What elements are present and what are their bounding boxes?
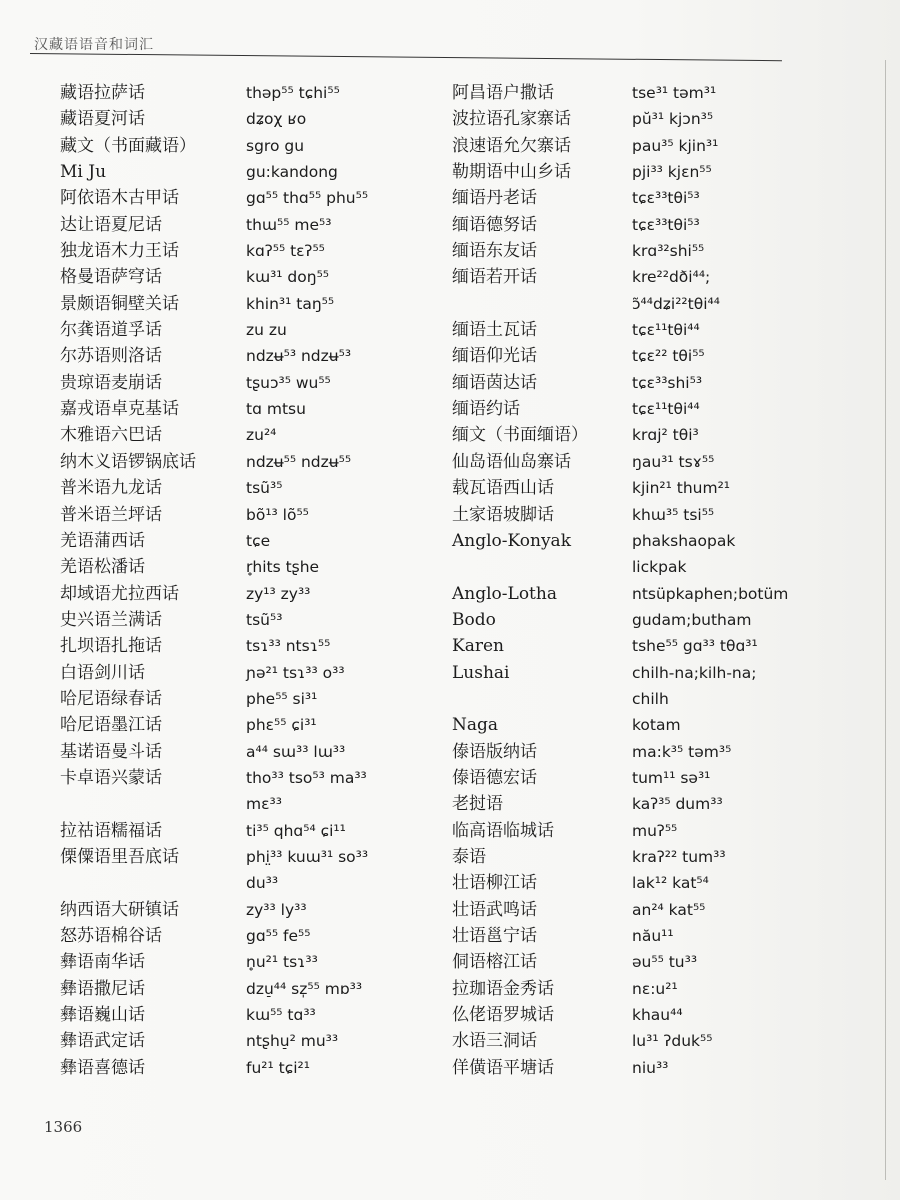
dialect-name: 彝语武定话 [60, 1031, 145, 1052]
dialect-name: 缅语仰光话 [452, 346, 537, 367]
word-form: a⁴⁴ sɯ³³ lɯ³³ [246, 742, 346, 761]
word-form: r̥hits tʂhe [246, 558, 320, 577]
dialect-name: 藏语拉萨话 [60, 83, 145, 103]
word-form: n̥u²¹ tsɿ³³ [246, 953, 318, 972]
dialect-name: 仫佬语罗城话 [452, 1005, 554, 1026]
word-form: thɯ⁵⁵ me⁵³ [246, 215, 332, 234]
word-form: tɕɛ²² tθi⁵⁵ [632, 347, 705, 366]
word-form: tɑ mtsu [246, 400, 306, 419]
word-form: ma:k³⁵ təm³⁵ [632, 742, 732, 761]
dialect-name: 阿昌语户撒话 [452, 83, 554, 103]
dialect-name: 缅语丹老话 [452, 188, 537, 209]
dialect-column-right [452, 80, 632, 1081]
word-form: ɔ̃⁴⁴dʑi²²tθi⁴⁴ [632, 294, 720, 313]
word-form: lak¹² kat⁵⁴ [632, 874, 709, 893]
word-form: dzu̠⁴⁴ sz̩⁵⁵ mɒ³³ [246, 979, 363, 998]
word-form: tɕɛ³³tθi⁵³ [632, 189, 700, 208]
word-form: tɕe [246, 531, 271, 550]
word-form: gudam;butham [632, 610, 752, 629]
word-form: tʂuɔ³⁵ wu⁵⁵ [246, 373, 331, 392]
dialect-name: 侗语榕江话 [452, 952, 537, 973]
word-form: tɕɛ¹¹tθi⁴⁴ [632, 400, 700, 419]
dialect-name: 却域语尤拉西话 [60, 583, 179, 604]
word-form: phakshaopak [632, 531, 736, 550]
dialect-name: 泰语 [452, 846, 486, 867]
word-form: sgro gu [246, 136, 305, 155]
dialect-name: 临高语临城话 [452, 820, 554, 841]
word-form: pji³³ kjɛn⁵⁵ [632, 163, 712, 182]
dialect-name: 傈僳语里吾底话 [60, 846, 179, 867]
dialect-name: 贵琼语麦崩话 [60, 372, 162, 393]
word-form: tɕɛ³³tθi⁵³ [632, 215, 700, 234]
word-form: kɑʔ⁵⁵ tɛʔ⁵⁵ [246, 242, 325, 261]
dialect-name: 浪速语允欠寨话 [452, 135, 571, 156]
dialect-name: 基诺语曼斗话 [60, 741, 162, 762]
dialect-name: 缅语若开话 [452, 267, 537, 288]
word-form: tɕɛ³³shi⁵³ [632, 373, 703, 392]
dialect-name: 羌语蒲西话 [60, 530, 145, 551]
dialect-name: 缅文（书面缅语） [452, 425, 588, 446]
dialect-name: 纳西语大研镇话 [60, 899, 179, 920]
word-form: du³³ [246, 874, 279, 893]
dialect-name: 藏文（书面藏语） [60, 135, 196, 156]
dialect-name: 格曼语萨穹话 [60, 267, 162, 288]
dialect-name: 波拉语孔家寨话 [452, 109, 571, 130]
word-form: khau⁴⁴ [632, 1006, 683, 1025]
word-form: ndzʉ⁵⁵ ndzʉ⁵⁵ [246, 452, 352, 471]
word-form: ntʂhu̠² mu³³ [246, 1032, 339, 1051]
dialect-name: 彝语巍山话 [60, 1005, 145, 1026]
dialect-name: 木雅语六巴话 [60, 425, 162, 446]
word-form: khin³¹ taŋ⁵⁵ [246, 294, 335, 313]
form-column-left [246, 80, 446, 1081]
dialect-name: 哈尼语墨江话 [60, 715, 162, 736]
dialect-name: 尔苏语则洛话 [60, 346, 162, 367]
word-form: kre²²dði⁴⁴; [632, 268, 711, 287]
dialect-name: 土家语坡脚话 [452, 504, 554, 525]
dialect-name: 壮语柳江话 [452, 873, 537, 894]
word-form: tum¹¹ sə³¹ [632, 768, 711, 787]
dialect-name: 怒苏语棉谷话 [60, 926, 162, 946]
word-form: dʑoχ ʁo [246, 110, 307, 129]
word-form: tho³³ tso⁵³ ma³³ [246, 768, 367, 787]
dialect-name: 彝语撒尼话 [60, 978, 145, 999]
word-form: ŋau³¹ tsɤ⁵⁵ [632, 452, 715, 471]
word-form: zu²⁴ [246, 426, 277, 445]
dialect-name: Naga [452, 715, 499, 736]
word-form: gɑ⁵⁵ thɑ⁵⁵ phu⁵⁵ [246, 189, 369, 208]
dialect-name: 纳木义语锣锅底话 [60, 451, 196, 472]
word-form: bõ¹³ lõ⁵⁵ [246, 505, 309, 524]
word-form: nɛ:u²¹ [632, 979, 678, 998]
word-form: lickpak [632, 558, 687, 577]
dialect-name: 普米语兰坪话 [60, 504, 162, 525]
form-column-right [632, 80, 862, 1081]
dialect-name: 达让语夏尼话 [60, 214, 162, 235]
word-form: ti³⁵ qhɑ⁵⁴ ɕi¹¹ [246, 821, 346, 840]
dialect-name: 缅语东友话 [452, 241, 537, 262]
dialect-name: Karen [452, 636, 504, 657]
page-number: 1366 [44, 1118, 83, 1136]
dialect-name: 嘉戎语卓克基话 [60, 399, 179, 420]
word-form: fu²¹ tɕi²¹ [246, 1058, 310, 1077]
dialect-name: Lushai [452, 662, 510, 683]
dialect-name: 羌语松潘话 [60, 557, 145, 578]
word-form: kjin²¹ thum²¹ [632, 479, 731, 498]
dialect-name: 缅语约话 [452, 399, 520, 420]
word-form: an²⁴ kat⁵⁵ [632, 900, 706, 919]
dialect-name: 彝语喜德话 [60, 1057, 145, 1078]
word-form: kraʔ²² tum³³ [632, 847, 726, 866]
word-form: kaʔ³⁵ dum³³ [632, 795, 723, 814]
word-form: kɯ⁵⁵ tɑ³³ [246, 1006, 316, 1025]
dialect-name: 傣语德宏话 [452, 767, 537, 788]
word-form: thəp⁵⁵ tɕhi⁵⁵ [246, 84, 340, 102]
word-form: chilh [632, 689, 669, 708]
dialect-name [60, 870, 250, 896]
word-form: tsũ⁵³ [246, 610, 283, 629]
dialect-column-left [60, 80, 250, 1081]
word-form: mɛ³³ [246, 795, 282, 814]
word-form: pŭ³¹ kjɔn³⁵ [632, 110, 714, 129]
dialect-name: 仙岛语仙岛寨话 [452, 451, 571, 472]
word-form: phɛ⁵⁵ ɕi³¹ [246, 716, 317, 735]
word-form: ntsüpkaphen;botüm [632, 584, 789, 603]
word-form: tse³¹ təm³¹ [632, 84, 717, 102]
dialect-name: 普米语九龙话 [60, 478, 162, 499]
word-form: gɑ⁵⁵ fe⁵⁵ [246, 927, 311, 945]
dialect-name [60, 791, 250, 817]
dialect-name: Mi Ju [60, 162, 107, 183]
dialect-name [452, 554, 632, 580]
dialect-name: 史兴语兰满话 [60, 609, 162, 630]
header-rule [30, 53, 782, 61]
dialect-name: Bodo [452, 609, 496, 630]
dialect-name: 傣语版纳话 [452, 741, 537, 762]
dialect-name: 老挝语 [452, 794, 503, 815]
vocabulary-table [0, 80, 900, 1100]
dialect-name: 壮语武鸣话 [452, 899, 537, 920]
word-form: krɑj² tθi³ [632, 426, 699, 445]
dialect-name: 勒期语中山乡话 [452, 162, 571, 183]
dialect-name: 阿依语木古甲话 [60, 188, 179, 209]
dialect-name [452, 686, 632, 712]
dialect-name: 景颇语铜壁关话 [60, 293, 179, 314]
dialect-name: 尔龚语道孚话 [60, 320, 162, 341]
dialect-name: 载瓦语西山话 [452, 478, 554, 499]
dialect-name: 扎坝语扎拖话 [60, 636, 162, 657]
word-form: zy¹³ zy³³ [246, 584, 311, 603]
word-form: krɑ³²shi⁵⁵ [632, 242, 705, 261]
dialect-name: 彝语南华话 [60, 952, 145, 973]
word-form: zy³³ ly³³ [246, 900, 307, 919]
dialect-name: 水语三洞话 [452, 1031, 537, 1052]
dialect-name: 缅语德努话 [452, 214, 537, 235]
word-form: khɯ³⁵ tsi⁵⁵ [632, 505, 715, 524]
word-form: tsɿ³³ ntsɿ⁵⁵ [246, 637, 331, 656]
word-form: ɲə²¹ tsɿ³³ o³³ [246, 663, 345, 682]
word-form: lu³¹ ʔduk⁵⁵ [632, 1032, 713, 1051]
word-form: tsũ³⁵ [246, 479, 283, 498]
word-form: nău¹¹ [632, 927, 674, 945]
dialect-name: 缅语茵达话 [452, 372, 537, 393]
dialect-name: 独龙语木力王话 [60, 241, 179, 262]
word-form: tɕɛ¹¹tθi⁴⁴ [632, 321, 700, 340]
word-form: kɯ³¹ doŋ⁵⁵ [246, 268, 330, 287]
word-form: kotam [632, 716, 681, 735]
word-form: pau³⁵ kjin³¹ [632, 136, 719, 155]
word-form: phi̤³³ kuɯ³¹ so³³ [246, 847, 369, 866]
word-form: niu³³ [632, 1058, 669, 1077]
word-form: tshe⁵⁵ gɑ³³ tθɑ³¹ [632, 637, 758, 656]
dialect-name: 哈尼语绿春话 [60, 688, 162, 709]
dialect-name: 拉祜语糯福话 [60, 820, 162, 841]
dialect-name: 藏语夏河话 [60, 109, 145, 130]
dialect-name: 白语剑川话 [60, 662, 145, 683]
dialect-name: 拉珈语金秀话 [452, 978, 554, 999]
dialect-name: Anglo-Lotha [452, 583, 557, 604]
dialect-name: 缅语土瓦话 [452, 320, 537, 341]
dialect-name: 卡卓语兴蒙话 [60, 767, 162, 788]
word-form: əu⁵⁵ tu³³ [632, 953, 698, 972]
dialect-name: 佯僙语平塘话 [452, 1057, 554, 1078]
word-form: phe⁵⁵ si³¹ [246, 689, 318, 708]
running-head: 汉藏语语音和词汇 [34, 37, 154, 53]
dialect-name: 壮语邕宁话 [452, 926, 537, 946]
word-form: muʔ⁵⁵ [632, 821, 678, 840]
word-form: ndzʉ⁵³ ndzʉ⁵³ [246, 347, 352, 366]
word-form: gu:kandong [246, 163, 338, 182]
dialect-name: Anglo-Konyak [452, 530, 571, 551]
word-form: chilh-na;kilh-na; [632, 663, 757, 682]
word-form: zu zu [246, 321, 287, 340]
dialect-name [452, 291, 632, 317]
